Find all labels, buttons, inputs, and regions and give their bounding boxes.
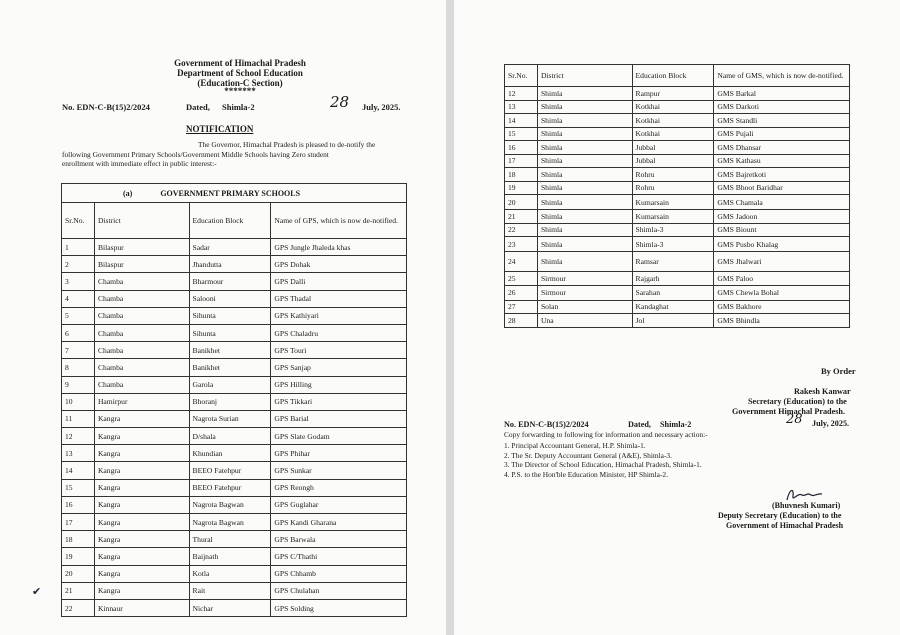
table-row bbox=[505, 168, 850, 182]
table-row bbox=[62, 514, 407, 531]
col-school-name: Name of GPS, which is now de-notified. bbox=[271, 203, 407, 239]
gov-line-2: Department of School Education bbox=[177, 68, 303, 78]
table-row bbox=[505, 223, 850, 237]
cell-block: Kotkhai bbox=[632, 100, 714, 114]
cell-district: Bilaspur bbox=[94, 239, 189, 256]
cell-school-name: GMS Pusbo Khalag bbox=[714, 237, 850, 252]
cell-block: Sihunta bbox=[189, 307, 271, 324]
table-row bbox=[505, 300, 850, 314]
cell-school-name: GPS Phihar bbox=[271, 445, 407, 462]
table-row bbox=[505, 100, 850, 114]
cell-srno: 24 bbox=[505, 252, 538, 272]
cell-block: Jhandutta bbox=[189, 256, 271, 273]
table-row bbox=[62, 393, 407, 410]
letterhead bbox=[150, 58, 330, 94]
section-title: GOVERNMENT PRIMARY SCHOOLS bbox=[160, 188, 301, 198]
cell-district: Shimla bbox=[537, 168, 632, 182]
cell-school-name: GPS Hilling bbox=[271, 376, 407, 393]
cell-block: Sadar bbox=[189, 239, 271, 256]
table-row bbox=[505, 195, 850, 210]
stars: ******* bbox=[224, 86, 256, 96]
cell-school-name: GPS Sunkar bbox=[271, 462, 407, 479]
cell-school-name: GMS Darkoti bbox=[714, 100, 850, 114]
cell-school-name: GPS Touri bbox=[271, 342, 407, 359]
cell-district: Una bbox=[537, 314, 632, 328]
table-row bbox=[62, 462, 407, 479]
table-row bbox=[62, 359, 407, 376]
copy-month-year: July, 2025. bbox=[812, 419, 850, 428]
month-year: July, 2025. bbox=[362, 102, 401, 112]
table-row bbox=[62, 324, 407, 341]
cell-district: Sirmour bbox=[537, 272, 632, 286]
cell-block: Shimla-3 bbox=[632, 237, 714, 252]
cell-srno: 18 bbox=[505, 168, 538, 182]
cell-srno: 14 bbox=[62, 462, 95, 479]
cell-block: Banikhet bbox=[189, 359, 271, 376]
pen-mark-icon: ✔ bbox=[32, 586, 42, 598]
cell-srno: 15 bbox=[62, 479, 95, 496]
col-district: District bbox=[537, 65, 632, 87]
cell-district: Shimla bbox=[537, 223, 632, 237]
col-block: Education Block bbox=[189, 203, 271, 239]
table-row bbox=[62, 531, 407, 548]
left-page bbox=[0, 0, 446, 635]
table-row bbox=[505, 154, 850, 168]
copy-item-1: 1. Principal Accountant General, H.P. Shimla-1. bbox=[504, 441, 646, 450]
cell-block: Shimla-3 bbox=[632, 223, 714, 237]
table-row bbox=[505, 314, 850, 328]
gps-table bbox=[61, 183, 407, 617]
cell-school-name: GMS Jhalwari bbox=[714, 252, 850, 272]
copy-item-2: 2. The Sr. Deputy Accountant General (A&E), Shimla-3. bbox=[504, 450, 672, 460]
cell-srno: 17 bbox=[62, 514, 95, 531]
ref-number: No. EDN-C-B(15)2/2024 bbox=[62, 102, 150, 112]
cell-school-name: GPS Slate Godam bbox=[271, 428, 407, 445]
cell-district: Shimla bbox=[537, 237, 632, 252]
cell-block: Khundian bbox=[189, 445, 271, 462]
by-order: By Order bbox=[821, 366, 856, 376]
cell-srno: 15 bbox=[505, 127, 538, 141]
cell-block: Rohru bbox=[632, 168, 714, 182]
column-header-row bbox=[505, 65, 850, 87]
cell-srno: 25 bbox=[505, 272, 538, 286]
column-header-row bbox=[62, 203, 407, 239]
cell-district: Kangra bbox=[94, 428, 189, 445]
cell-srno: 19 bbox=[505, 181, 538, 195]
table-row bbox=[62, 445, 407, 462]
cell-district: Kangra bbox=[94, 531, 189, 548]
cell-block: Rajgarh bbox=[632, 272, 714, 286]
cell-block: D/shala bbox=[189, 428, 271, 445]
cell-school-name: GPS Guglahar bbox=[271, 496, 407, 513]
deputy-name: (Bhuvnesh Kumari) bbox=[772, 501, 841, 510]
cell-block: Kumarsain bbox=[632, 210, 714, 224]
cell-block: Nagrota Bagwan bbox=[189, 496, 271, 513]
cell-district: Kangra bbox=[94, 582, 189, 599]
cell-school-name: GMS Chamala bbox=[714, 195, 850, 210]
cell-district: Chamba bbox=[94, 290, 189, 307]
cell-school-name: GPS Tikkari bbox=[271, 393, 407, 410]
cell-srno: 19 bbox=[62, 548, 95, 565]
cell-district: Chamba bbox=[94, 376, 189, 393]
cell-srno: 3 bbox=[62, 273, 95, 290]
cell-district: Hamirpur bbox=[94, 393, 189, 410]
cell-district: Kangra bbox=[94, 514, 189, 531]
cell-srno: 22 bbox=[505, 223, 538, 237]
signer-name: Rakesh Kanwar bbox=[794, 387, 851, 396]
copy-place: Shimla-2 bbox=[660, 420, 692, 429]
cell-district: Sirmour bbox=[537, 285, 632, 300]
cell-district: Chamba bbox=[94, 307, 189, 324]
cell-block: Nichar bbox=[189, 599, 271, 616]
cell-school-name: GPS Dohak bbox=[271, 256, 407, 273]
notification-body bbox=[62, 140, 375, 169]
table-row bbox=[505, 181, 850, 195]
cell-district: Shimla bbox=[537, 141, 632, 155]
cell-srno: 6 bbox=[62, 324, 95, 341]
cell-school-name: GPS Kathiyari bbox=[271, 307, 407, 324]
table-row bbox=[62, 599, 407, 616]
cell-srno: 7 bbox=[62, 342, 95, 359]
cell-block: Rait bbox=[189, 582, 271, 599]
cell-district: Shimla bbox=[537, 252, 632, 272]
table-row bbox=[62, 376, 407, 393]
table-row bbox=[505, 285, 850, 300]
table-row bbox=[62, 273, 407, 290]
gov-line-3: (Education-C Section) bbox=[197, 78, 283, 88]
table-row bbox=[62, 582, 407, 599]
table-row bbox=[505, 252, 850, 272]
cell-school-name: GMS Biount bbox=[714, 223, 850, 237]
cell-school-name: GMS Kathasu bbox=[714, 154, 850, 168]
cell-block: Sihunta bbox=[189, 324, 271, 341]
copy-dated-label: Dated, bbox=[628, 420, 651, 429]
table-row bbox=[62, 496, 407, 513]
cell-block: Jubbal bbox=[632, 141, 714, 155]
cell-block: Kotla bbox=[189, 565, 271, 582]
cell-district: Chamba bbox=[94, 324, 189, 341]
table-row bbox=[62, 342, 407, 359]
cell-block: Jubbal bbox=[632, 154, 714, 168]
cell-block: Rampur bbox=[632, 87, 714, 101]
cell-srno: 16 bbox=[62, 496, 95, 513]
right-page bbox=[454, 0, 900, 635]
cell-district: Kangra bbox=[94, 479, 189, 496]
cell-block: Sarahan bbox=[632, 285, 714, 300]
table-row bbox=[62, 565, 407, 582]
cell-district: Shimla bbox=[537, 114, 632, 128]
cell-district: Shimla bbox=[537, 181, 632, 195]
cell-srno: 27 bbox=[505, 300, 538, 314]
cell-school-name: GMS Pujali bbox=[714, 127, 850, 141]
cell-district: Kangra bbox=[94, 410, 189, 427]
cell-srno: 5 bbox=[62, 307, 95, 324]
cell-block: Ramsar bbox=[632, 252, 714, 272]
cell-srno: 1 bbox=[62, 239, 95, 256]
cell-srno: 11 bbox=[62, 410, 95, 427]
table-row bbox=[62, 290, 407, 307]
cell-block: BEEO Fatehpur bbox=[189, 462, 271, 479]
cell-block: Nagrota Surian bbox=[189, 410, 271, 427]
cell-srno: 17 bbox=[505, 154, 538, 168]
cell-school-name: GMS Bhindla bbox=[714, 314, 850, 328]
cell-school-name: GMS Jadoon bbox=[714, 210, 850, 224]
deputy-title-1: Deputy Secretary (Education) to the bbox=[718, 511, 842, 520]
cell-srno: 4 bbox=[62, 290, 95, 307]
cell-school-name: GMS Bhoot Baridhar bbox=[714, 181, 850, 195]
cell-district: Chamba bbox=[94, 342, 189, 359]
cell-school-name: GMS Bajretkoti bbox=[714, 168, 850, 182]
cell-district: Kangra bbox=[94, 462, 189, 479]
cell-school-name: GPS Chulahan bbox=[271, 582, 407, 599]
copy-list bbox=[504, 441, 702, 479]
table-row bbox=[62, 479, 407, 496]
cell-srno: 23 bbox=[505, 237, 538, 252]
cell-block: Rohru bbox=[632, 181, 714, 195]
cell-block: Kotkhai bbox=[632, 127, 714, 141]
cell-district: Bilaspur bbox=[94, 256, 189, 273]
cell-school-name: GPS Jungle Jhaleda khas bbox=[271, 239, 407, 256]
cell-srno: 12 bbox=[62, 428, 95, 445]
cell-school-name: GPS Dalli bbox=[271, 273, 407, 290]
cell-district: Shimla bbox=[537, 210, 632, 224]
col-school-name: Name of GMS, which is now de-notified. bbox=[714, 65, 850, 87]
copy-ref-number: No. EDN-C-B(15)2/2024 bbox=[504, 420, 589, 429]
cell-srno: 13 bbox=[505, 100, 538, 114]
cell-district: Kangra bbox=[94, 496, 189, 513]
cell-district: Shimla bbox=[537, 100, 632, 114]
table-row bbox=[505, 114, 850, 128]
cell-district: Kangra bbox=[94, 548, 189, 565]
cell-district: Kinnaur bbox=[94, 599, 189, 616]
cell-block: Baijnath bbox=[189, 548, 271, 565]
cell-school-name: GMS Bakhore bbox=[714, 300, 850, 314]
deputy-title-2: Government of Himachal Pradesh bbox=[726, 521, 844, 530]
cell-school-name: GMS Chewla Bohal bbox=[714, 285, 850, 300]
table-row bbox=[62, 256, 407, 273]
cell-block: Kumarsain bbox=[632, 195, 714, 210]
section-letter: (a) bbox=[123, 188, 133, 198]
table-row bbox=[505, 210, 850, 224]
cell-srno: 20 bbox=[505, 195, 538, 210]
cell-srno: 26 bbox=[505, 285, 538, 300]
col-district: District bbox=[94, 203, 189, 239]
cell-school-name: GPS C/Thathi bbox=[271, 548, 407, 565]
table-row bbox=[505, 141, 850, 155]
col-srno: Sr.No. bbox=[505, 65, 538, 87]
dated-label: Dated, bbox=[186, 102, 210, 112]
cell-block: Nagrota Bagwan bbox=[189, 514, 271, 531]
cell-block: Salooni bbox=[189, 290, 271, 307]
body-line-2: following Government Primary Schools/Government Middle Schools having Zero student bbox=[62, 149, 329, 159]
copy-item-4: 4. P.S. to the Hon'ble Education Minister, HP Shimla-2. bbox=[504, 469, 668, 479]
cell-block: Thural bbox=[189, 531, 271, 548]
cell-block: Kandaghat bbox=[632, 300, 714, 314]
cell-srno: 14 bbox=[505, 114, 538, 128]
cell-srno: 21 bbox=[62, 582, 95, 599]
cell-srno: 8 bbox=[62, 359, 95, 376]
cell-srno: 10 bbox=[62, 393, 95, 410]
signer-title-2: Government Himachal Pradesh. bbox=[732, 407, 846, 416]
table-row bbox=[505, 272, 850, 286]
copy-intro: Copy forwarding to following for information and necessary action:- bbox=[504, 430, 708, 439]
table-row bbox=[505, 237, 850, 252]
table-row bbox=[62, 428, 407, 445]
cell-district: Chamba bbox=[94, 273, 189, 290]
cell-block: Kotkhai bbox=[632, 114, 714, 128]
cell-srno: 28 bbox=[505, 314, 538, 328]
cell-district: Shimla bbox=[537, 195, 632, 210]
signer-title-1: Secretary (Education) to the bbox=[748, 397, 847, 406]
gov-line-1: Government of Himachal Pradesh bbox=[174, 58, 306, 68]
copy-handwritten-day: 28 bbox=[786, 412, 803, 427]
cell-srno: 9 bbox=[62, 376, 95, 393]
cell-district: Shimla bbox=[537, 87, 632, 101]
table-row bbox=[62, 548, 407, 565]
cell-school-name: GPS Kandi Gharana bbox=[271, 514, 407, 531]
table-row bbox=[62, 307, 407, 324]
table-row bbox=[62, 239, 407, 256]
cell-srno: 13 bbox=[62, 445, 95, 462]
cell-school-name: GPS Reongh bbox=[271, 479, 407, 496]
cell-district: Kangra bbox=[94, 565, 189, 582]
cell-school-name: GPS Thadal bbox=[271, 290, 407, 307]
cell-block: Jol bbox=[632, 314, 714, 328]
body-line-1: The Governor, Himachal Pradesh is pleased to de-notify the bbox=[198, 140, 376, 149]
copy-item-3: 3. The Director of School Education, Himachal Pradesh, Shimla-1. bbox=[504, 460, 702, 470]
cell-school-name: GPS Chhamb bbox=[271, 565, 407, 582]
cell-block: Banikhet bbox=[189, 342, 271, 359]
cell-block: BEEO Fatehpur bbox=[189, 479, 271, 496]
cell-srno: 18 bbox=[62, 531, 95, 548]
cell-district: Shimla bbox=[537, 127, 632, 141]
cell-school-name: GMS Paloo bbox=[714, 272, 850, 286]
cell-school-name: GPS Barial bbox=[271, 410, 407, 427]
cell-srno: 16 bbox=[505, 141, 538, 155]
cell-school-name: GMS Dhansar bbox=[714, 141, 850, 155]
cell-srno: 2 bbox=[62, 256, 95, 273]
cell-district: Kangra bbox=[94, 445, 189, 462]
gms-table bbox=[504, 64, 850, 328]
cell-school-name: GPS Barwala bbox=[271, 531, 407, 548]
table-row bbox=[505, 87, 850, 101]
cell-srno: 21 bbox=[505, 210, 538, 224]
cell-srno: 22 bbox=[62, 599, 95, 616]
place: Shimla-2 bbox=[222, 102, 255, 112]
cell-srno: 20 bbox=[62, 565, 95, 582]
cell-school-name: GMS Barkal bbox=[714, 87, 850, 101]
col-block: Education Block bbox=[632, 65, 714, 87]
cell-school-name: GMS Standli bbox=[714, 114, 850, 128]
cell-district: Chamba bbox=[94, 359, 189, 376]
cell-school-name: GPS Chaladru bbox=[271, 324, 407, 341]
cell-block: Garola bbox=[189, 376, 271, 393]
cell-district: Solan bbox=[537, 300, 632, 314]
cell-block: Bhoranj bbox=[189, 393, 271, 410]
table-row bbox=[505, 127, 850, 141]
cell-district: Shimla bbox=[537, 154, 632, 168]
table-row bbox=[62, 410, 407, 427]
cell-srno: 12 bbox=[505, 87, 538, 101]
cell-school-name: GPS Solding bbox=[271, 599, 407, 616]
body-line-3: enrollment with immediate effect in public interest:- bbox=[62, 159, 217, 169]
col-srno: Sr.No. bbox=[62, 203, 95, 239]
notification-title: NOTIFICATION bbox=[186, 124, 254, 134]
handwritten-day: 28 bbox=[330, 93, 350, 111]
cell-block: Bharmour bbox=[189, 273, 271, 290]
cell-school-name: GPS Sanjap bbox=[271, 359, 407, 376]
section-header-row bbox=[62, 184, 407, 203]
